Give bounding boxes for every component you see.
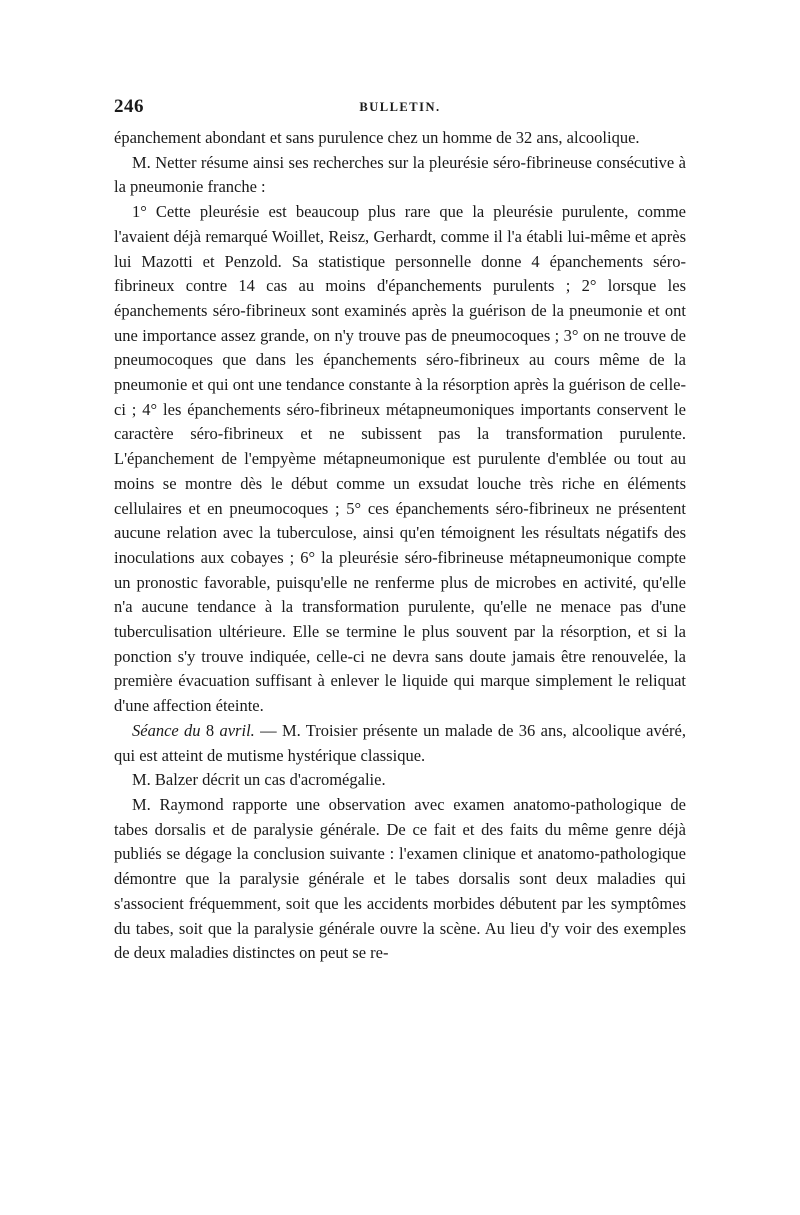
document-page [114, 96, 686, 966]
paragraph-text: 1° Cette pleurésie est beaucoup plus rare que la pleurésie purulente, comme l'avaient déjà remarqué Woillet, Reisz, Gerhardt, comme il l'a établi lui-même et après lui Mazotti et Penzold. Sa statistique personnelle donne 4 épanchements séro-fibrineux contre 14 cas au moins d'épanchements purulents ; 2° lorsque les épanchements séro-fibrineux sont examinés après la guérison de la pneumonie et ont une importance assez grande, on n'y trouve pas de pneumocoques ; 3° on ne trouve de pneumocoques que dans les épanchements séro-fibrineux au cours même de la pneumonie et qui ont une tendance constante à la résorption après la guérison de celle-ci ; 4° les épanchements séro-fibrineux métapneumoniques importants conservent le caractère séro-fibrineux et ne subissent pas la transformation purulente. L'épanchement de l'empyème métapneumonique est purulente d'emblée ou tout au moins se montre dès le début comme un exsudat louche très riche en éléments cellulaires et en pneumocoques ; 5° ces épanchements séro-fibrineux ne présentent aucune relation avec la tuberculose, ainsi qu'en témoignent les résultats négatifs des inoculations aux cobayes ; 6° la pleurésie séro-fibrineuse métapneumonique compte un pronostic favorable, puisqu'elle ne renferme plus de microbes en activité, qu'elle n'a aucune tendance à la transformation purulente, qu'elle ne menace pas d'une tuberculisation ultérieure. Elle se termine le plus souvent par la résorption, et si la ponction s'y trouve indiquée, celle-ci ne devra sans doute jamais être renouvelée, la première évacuation suffisant à enlever le liquide qui marque simplement le reliquat d'une affection éteinte. [114, 202, 686, 716]
paragraph-3 [114, 200, 686, 719]
seance-label: Séance du [132, 720, 201, 740]
paragraph-5 [114, 768, 686, 793]
paragraph-4-seance [114, 719, 686, 768]
seance-day: 8 [200, 720, 220, 740]
seance-month: avril. [219, 720, 255, 740]
paragraph-text: M. Netter résume ainsi ses recherches sur la pleurésie séro-fibrineuse consécutive à la pneumonie franche : [114, 152, 686, 197]
body-text [114, 126, 686, 966]
paragraph-text: M. Raymond rapporte une observation avec examen anatomo-pathologique de tabes dorsalis et de paralysie générale. De ce fait et des faits du même genre déjà publiés se dégage la conclusion suivante : l'examen clinique et anatomo-pathologique démontre que la paralysie générale et le tabes dorsalis sont deux maladies qui s'associent fréquemment, soit que les accidents morbides débutent par les symptômes du tabes, soit que la paralysie générale ouvre la scène. Au lieu d'y voir des exemples de deux maladies distinctes on peut se re- [114, 794, 686, 963]
paragraph-text: — M. Troisier présente un malade de 36 ans, alcoolique avéré, qui est atteint de mutisme hystérique classique. [114, 720, 686, 765]
paragraph-6 [114, 793, 686, 966]
paragraph-text: M. Balzer décrit un cas d'acromégalie. [132, 770, 386, 790]
running-title: BULLETIN. [359, 100, 441, 114]
paragraph-2 [114, 151, 686, 200]
paragraph-text: épanchement abondant et sans purulence chez un homme de 32 ans, alcoolique. [114, 128, 640, 147]
paragraph-1 [114, 126, 686, 151]
page-number: 246 [114, 96, 144, 117]
page-header [114, 96, 686, 126]
